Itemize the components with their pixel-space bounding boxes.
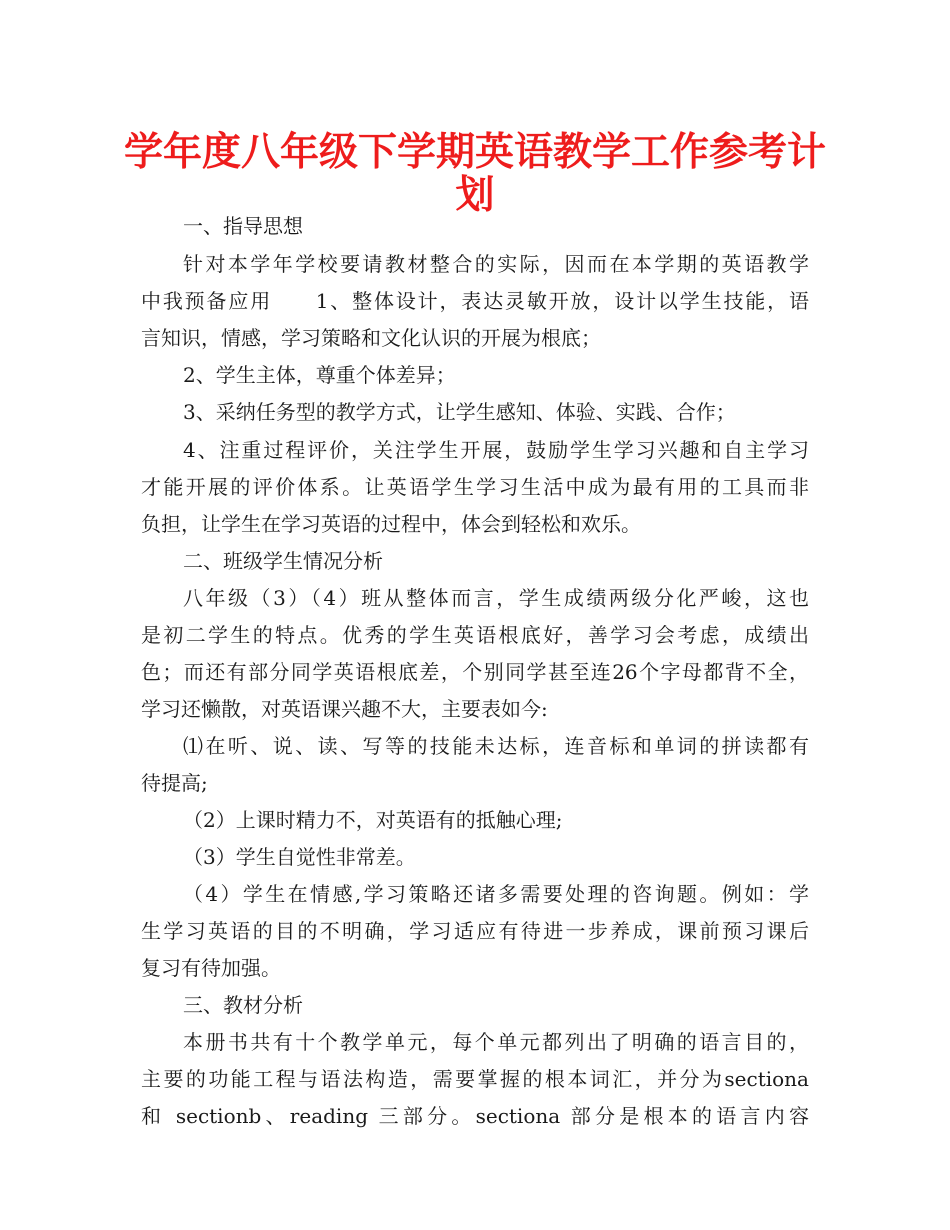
list-item: （2）上课时精力不，对英语有的抵触心理; (183, 808, 563, 832)
body-line: 本册书共有十个教学单元，每个单元都列出了明确的语言目的， (183, 1030, 809, 1054)
body-line: 是初二学生的特点。优秀的学生英语根底好，善学习会考虑，成绩出 (141, 623, 809, 647)
list-item: 3、采纳任务型的教学方式，让学生感知、体验、实践、合作； (183, 400, 736, 424)
body-line: 言知识，情感，学习策略和文化认识的开展为根底； (141, 326, 601, 350)
body-line: 八年级（3）（4）班从整体而言，学生成绩两级分化严峻，这也 (183, 586, 809, 610)
body-line: 针对本学年学校要请教材整合的实际，因而在本学期的英语教学 (183, 252, 809, 276)
list-item: （4）学生在情感,学习策略还诸多需要处理的咨询题。例如：学 (183, 882, 809, 906)
body-line: 中我预备应用 1、整体设计，表达灵敏开放，设计以学生技能，语 (141, 289, 809, 313)
list-item: 4、注重过程评价，关注学生开展，鼓励学生学习兴趣和自主学习 (183, 438, 809, 462)
body-line: 和 sectionb、reading 三部分。sectiona 部分是根本的语言内容 (141, 1104, 809, 1128)
section-heading-1: 一、指导思想 (183, 214, 303, 238)
body-line: 色；而还有部分同学英语根底差，个别同学甚至连26个字母都背不全， (141, 660, 809, 684)
body-line: 待提高; (141, 771, 208, 795)
body-line: 才能开展的评价体系。让英语学生学习生活中成为最有用的工具而非 (141, 475, 809, 499)
list-item: ⑴在听、说、读、写等的技能未达标，连音标和单词的拼读都有 (183, 734, 809, 758)
body-line: 主要的功能工程与语法构造，需要掌握的根本词汇，并分为sectiona (141, 1067, 809, 1091)
document-title-line-2: 划 (455, 172, 495, 218)
list-item: （3）学生自觉性非常差。 (183, 845, 416, 869)
section-heading-3: 三、教材分析 (183, 993, 303, 1017)
section-heading-2: 二、班级学生情况分析 (183, 549, 383, 573)
list-item: 2、学生主体，尊重个体差异； (183, 363, 456, 387)
body-line: 负担，让学生在学习英语的过程中，体会到轻松和欢乐。 (141, 512, 641, 536)
body-line: 复习有待加强。 (141, 956, 281, 980)
body-line: 学习还懒散，对英语课兴趣不大，主要表如今: (141, 697, 548, 721)
body-line: 生学习英语的目的不明确，学习适应有待进一步养成，课前预习课后 (141, 919, 809, 943)
document-title-line-1: 学年度八年级下学期英语教学工作参考计 (123, 129, 826, 175)
